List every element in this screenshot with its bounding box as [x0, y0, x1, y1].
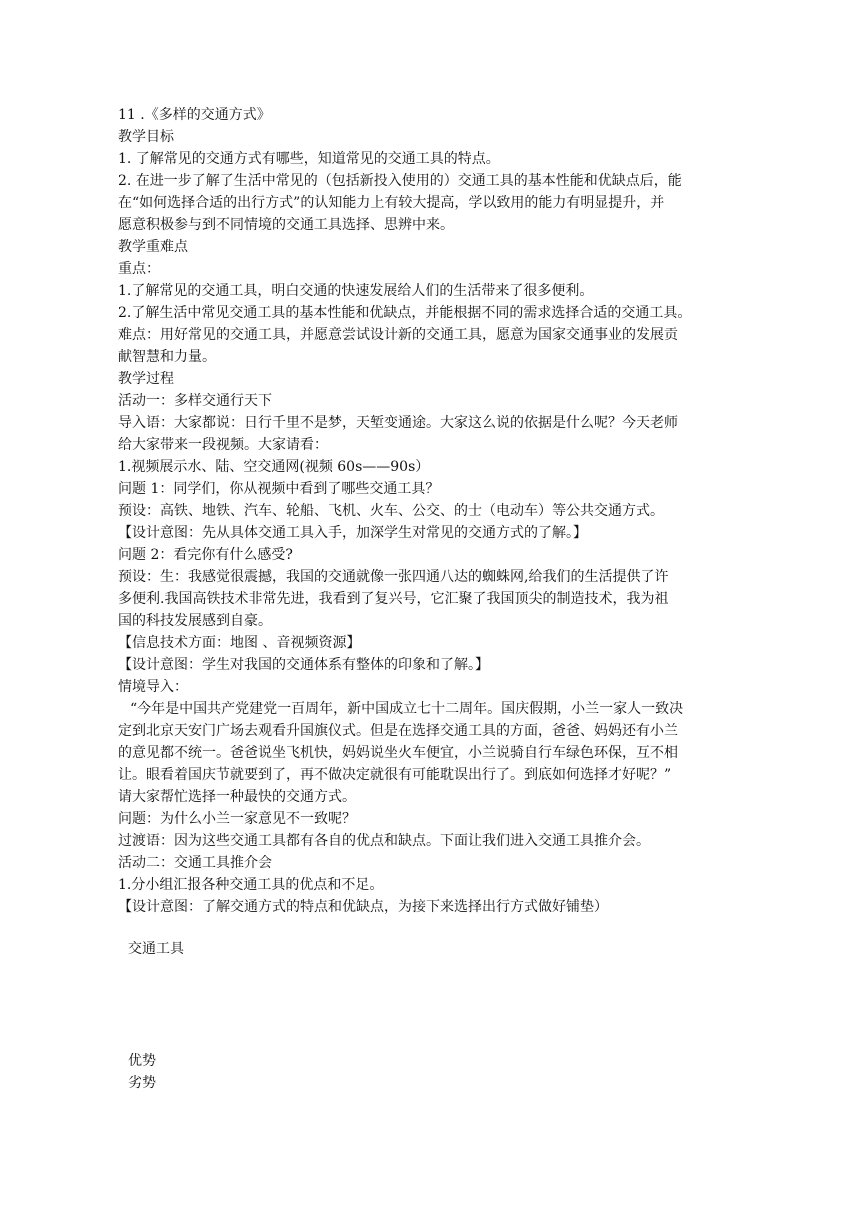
- text-line: 在“如何选择合适的出行方式”的认知能力上有较大提高，学以致用的能力有明显提升，并: [118, 195, 665, 211]
- text-line: 国的科技发展感到自豪。: [118, 613, 272, 629]
- text-line: 2. 在进一步了解了生活中常见的（包括新投入使用的）交通工具的基本性能和优缺点后，能: [118, 173, 682, 189]
- document-body: [118, 104, 744, 918]
- section-heading-key-points: 教学重难点: [118, 239, 188, 255]
- text-line: 让。眼看着国庆节就要到了，再不做决定就很有可能耽误出行了。到底如何选择才好呢？”: [118, 767, 672, 783]
- text-line: 重点：: [118, 261, 160, 277]
- text-line: 2.了解生活中常见交通工具的基本性能和优缺点，并能根据不同的需求选择合适的交通工具。: [118, 305, 692, 321]
- text-line: 导入语：大家都说：日行千里不是梦，天堑变通途。大家这么说的依据是什么呢？今天老师: [118, 415, 678, 431]
- text-line: 给大家带来一段视频。大家请看：: [118, 437, 328, 453]
- text-line: 情境导入：: [118, 679, 188, 695]
- text-line: “今年是中国共产党建党一百周年，新中国成立七十二周年。国庆假期，小兰一家人一致决: [130, 701, 684, 717]
- text-line: 预设：高铁、地铁、汽车、轮船、飞机、火车、公交、的士（电动车）等公共交通方式。: [118, 503, 664, 519]
- activity-heading-2: 活动二：交通工具推介会: [118, 855, 272, 871]
- text-line: 预设：生：我感觉很震撼，我国的交通就像一张四通八达的蜘蛛网,给我们的生活提供了许: [118, 569, 669, 585]
- text-line: 定到北京天安门广场去观看升国旗仪式。但是在选择交通工具的方面，爸爸、妈妈还有小兰: [118, 723, 678, 739]
- table-label-advantage: 优势: [128, 1053, 156, 1069]
- activity-heading-1: 活动一：多样交通行天下: [118, 393, 272, 409]
- text-line: 难点：用好常见的交通工具，并愿意尝试设计新的交通工具，愿意为国家交通事业的发展贡: [118, 327, 678, 343]
- table-label-disadvantage: 劣势: [128, 1075, 156, 1091]
- text-line: 过渡语：因为这些交通工具都有各自的优点和缺点。下面让我们进入交通工具推介会。: [118, 833, 650, 849]
- section-heading-process: 教学过程: [118, 371, 174, 387]
- text-line: 问题 2：看完你有什么感受?: [118, 547, 293, 563]
- table-label-vehicle: 交通工具: [128, 941, 184, 957]
- text-line: 愿意积极参与到不同情境的交通工具选择、思辨中来。: [118, 217, 454, 233]
- text-line: 1.分小组汇报各种交通工具的优点和不足。: [118, 877, 384, 893]
- text-line: 多便利.我国高铁技术非常先进，我看到了复兴号，它汇聚了我国顶尖的制造技术，我为祖: [118, 591, 669, 607]
- text-line: 的意见都不统一。爸爸说坐飞机快，妈妈说坐火车便宜，小兰说骑自行车绿色环保，互不相: [118, 745, 678, 761]
- text-line: 请大家帮忙选择一种最快的交通方式。: [118, 789, 356, 805]
- design-intent-note: 【设计意图：先从具体交通工具入手，加深学生对常见的交通方式的了解。】: [118, 525, 587, 541]
- text-line: 问题 1：同学们，你从视频中看到了哪些交通工具？: [118, 481, 440, 497]
- section-heading-goals: 教学目标: [118, 129, 174, 145]
- text-line: 1.了解常见的交通工具，明白交通的快速发展给人们的生活带来了很多便利。: [118, 283, 594, 299]
- design-intent-note: 【设计意图：学生对我国的交通体系有整体的印象和了解。】: [118, 657, 489, 673]
- doc-title: 11 .《多样的交通方式》: [118, 107, 271, 123]
- text-line: 1.视频展示水、陆、空交通网(视频 60s——90s）: [118, 459, 430, 475]
- text-line: 献智慧和力量。: [118, 349, 216, 365]
- text-line: 1. 了解常见的交通方式有哪些，知道常见的交通工具的特点。: [118, 151, 500, 167]
- text-line: 问题：为什么小兰一家意见不一致呢？: [118, 811, 356, 827]
- design-intent-note: 【设计意图：了解交通方式的特点和优缺点，为接下来选择出行方式做好铺垫）: [118, 899, 608, 915]
- it-note: 【信息技术方面：地图 、音视频资源】: [118, 635, 361, 651]
